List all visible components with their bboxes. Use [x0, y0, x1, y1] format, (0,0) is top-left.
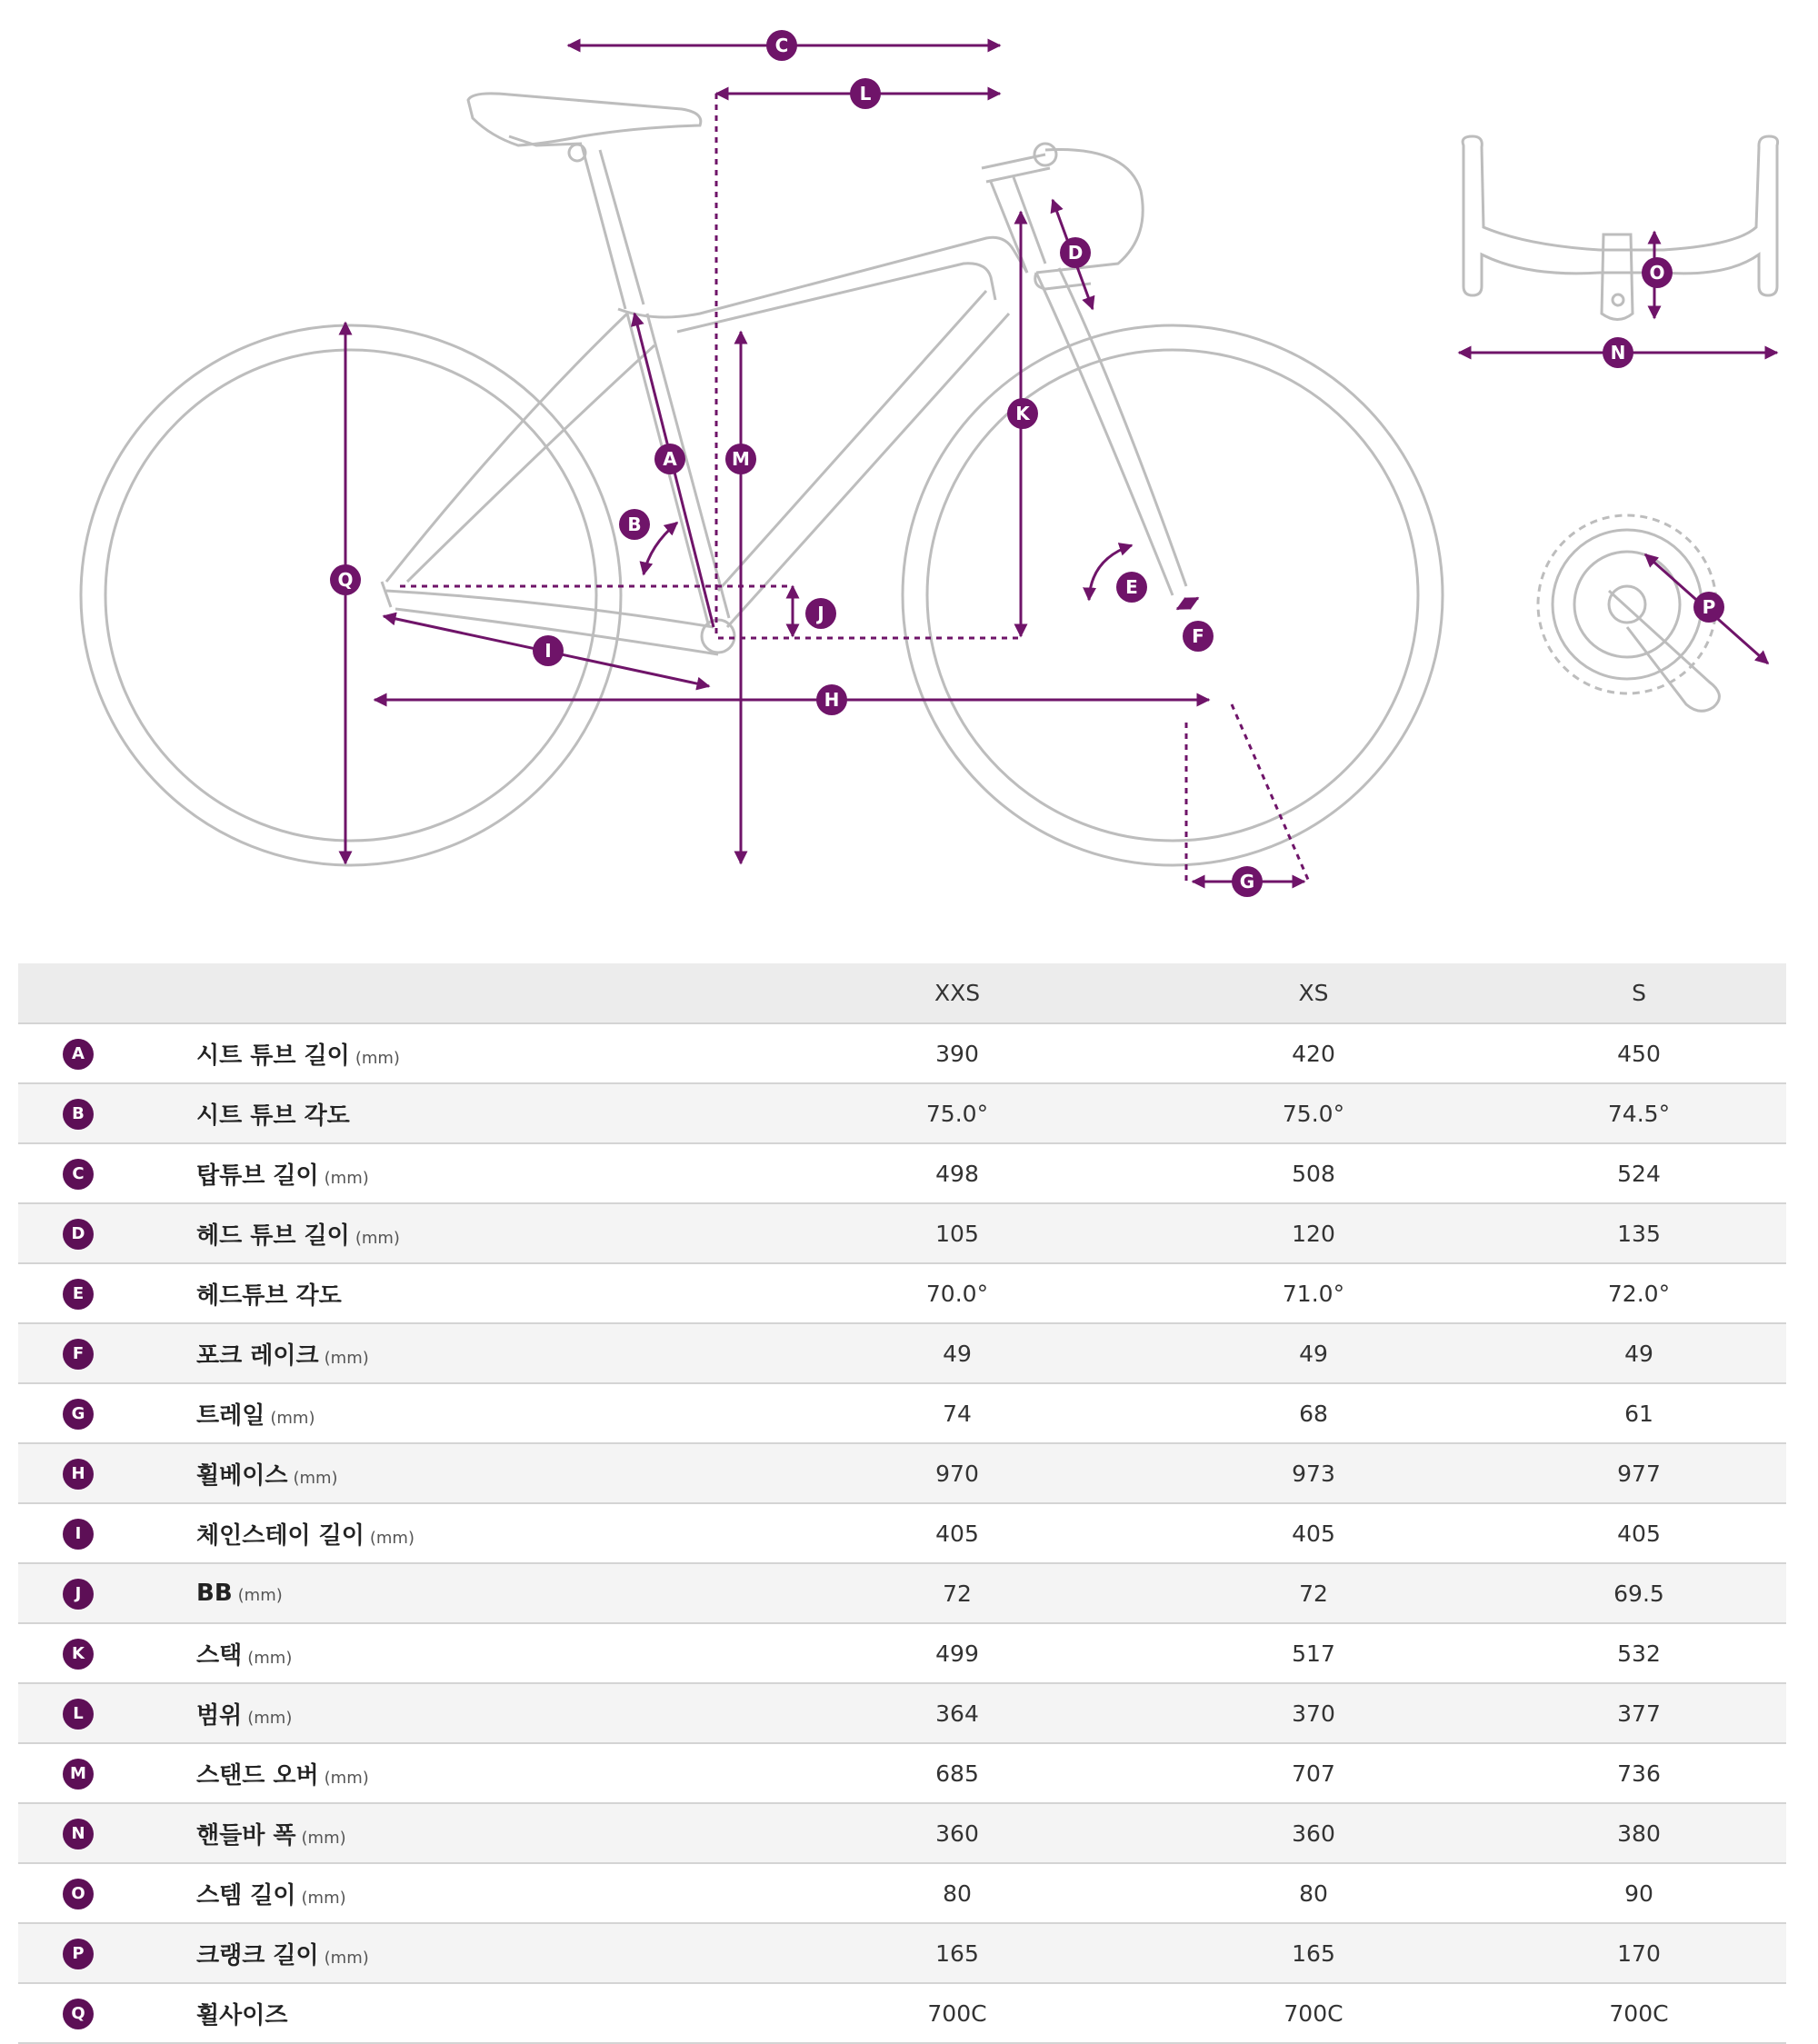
row-value: 49 — [1135, 1323, 1492, 1383]
table-row — [18, 1023, 1786, 1083]
row-value: 135 — [1492, 1203, 1786, 1263]
row-unit: (mm) — [324, 1948, 369, 1968]
row-value: 700C — [1492, 1983, 1786, 2043]
row-value: 370 — [1135, 1683, 1492, 1743]
row-value: 405 — [779, 1503, 1135, 1563]
row-badge-cell — [18, 1563, 138, 1623]
row-name: 포크 레이크 — [196, 1341, 319, 1370]
row-label-badge: I — [63, 1519, 94, 1550]
row-value: 685 — [779, 1743, 1135, 1803]
row-label-badge: N — [63, 1819, 94, 1850]
row-value: 70.0° — [779, 1263, 1135, 1323]
row-badge-cell — [18, 1923, 138, 1983]
badge-h-text: H — [824, 689, 840, 711]
rear-wheel-inner — [105, 350, 596, 841]
row-value: 970 — [779, 1443, 1135, 1503]
row-badge-cell — [18, 1323, 138, 1383]
badge-c — [766, 30, 797, 61]
row-label-badge: L — [63, 1699, 94, 1730]
row-value: 360 — [1135, 1803, 1492, 1863]
row-value: 74 — [779, 1383, 1135, 1443]
row-name: 휠베이스 — [196, 1461, 288, 1490]
row-name: 범위 — [196, 1701, 243, 1730]
top-tube — [618, 237, 1027, 317]
row-value: 49 — [779, 1323, 1135, 1383]
row-label-badge: M — [63, 1759, 94, 1790]
row-unit: (mm) — [301, 1888, 346, 1908]
row-label-badge: G — [63, 1399, 94, 1430]
row-value: 68 — [1135, 1383, 1492, 1443]
row-value: 75.0° — [1135, 1083, 1492, 1143]
row-name-cell — [138, 1023, 779, 1083]
row-value: 499 — [779, 1623, 1135, 1683]
table-row — [18, 1563, 1786, 1623]
badge-h — [816, 684, 847, 715]
row-name: 휠사이즈 — [196, 2001, 288, 2029]
table-row — [18, 1683, 1786, 1743]
row-badge-cell — [18, 1623, 138, 1683]
row-value: 364 — [779, 1683, 1135, 1743]
column-header: XXS — [779, 963, 1135, 1023]
row-name-cell — [138, 1203, 779, 1263]
row-value: 72 — [1135, 1563, 1492, 1623]
row-value: 170 — [1492, 1923, 1786, 1983]
table-row — [18, 1863, 1786, 1923]
row-value: 508 — [1135, 1143, 1492, 1203]
row-badge-cell — [18, 1203, 138, 1263]
row-value: 90 — [1492, 1863, 1786, 1923]
row-label-badge: P — [63, 1939, 94, 1969]
row-name: 트레일 — [196, 1401, 265, 1430]
row-value: 498 — [779, 1143, 1135, 1203]
badge-o — [1642, 257, 1673, 288]
badge-m-text: M — [732, 448, 750, 470]
badge-o-text: O — [1649, 262, 1665, 284]
row-label-badge: K — [63, 1639, 94, 1670]
row-value: 165 — [1135, 1923, 1492, 1983]
row-name: 스템 길이 — [196, 1881, 296, 1909]
row-badge-cell — [18, 1683, 138, 1743]
row-value: 517 — [1135, 1623, 1492, 1683]
row-badge-cell — [18, 1503, 138, 1563]
row-name: 탑튜브 길이 — [196, 1162, 319, 1190]
badge-f — [1183, 621, 1214, 652]
table-row — [18, 1143, 1786, 1203]
badge-e-text: E — [1125, 576, 1138, 598]
row-badge-cell — [18, 1983, 138, 2043]
row-label-badge: C — [63, 1159, 94, 1190]
badge-a — [654, 444, 685, 474]
table-row — [18, 1383, 1786, 1443]
row-unit: (mm) — [247, 1648, 293, 1668]
row-value: 71.0° — [1135, 1263, 1492, 1323]
row-name: 체인스테이 길이 — [196, 1521, 365, 1550]
row-value: 380 — [1492, 1803, 1786, 1863]
row-name-cell — [138, 1443, 779, 1503]
badge-g-text: G — [1239, 871, 1255, 892]
row-value: 80 — [1135, 1863, 1492, 1923]
row-value: 977 — [1492, 1443, 1786, 1503]
badge-k — [1007, 398, 1038, 429]
row-name: 핸들바 폭 — [196, 1821, 296, 1850]
badge-j-text: J — [817, 603, 824, 624]
row-value: 405 — [1492, 1503, 1786, 1563]
row-value: 49 — [1492, 1323, 1786, 1383]
row-name-cell — [138, 1263, 779, 1323]
table-row — [18, 1923, 1786, 1983]
table-row — [18, 1623, 1786, 1683]
row-badge-cell — [18, 1803, 138, 1863]
badge-g — [1232, 866, 1263, 897]
row-name-cell — [138, 1383, 779, 1443]
row-label-badge: J — [63, 1579, 94, 1610]
badge-m — [725, 444, 756, 474]
badge-q — [330, 564, 361, 595]
bike-outline — [81, 94, 1443, 865]
row-name: 헤드 튜브 길이 — [196, 1221, 350, 1250]
badge-l-text: L — [859, 83, 872, 105]
badge-b-text: B — [627, 513, 642, 535]
column-header: S — [1492, 963, 1786, 1023]
badge-p — [1693, 592, 1724, 623]
row-value: 405 — [1135, 1503, 1492, 1563]
row-value: 524 — [1492, 1143, 1786, 1203]
row-name-cell — [138, 1803, 779, 1863]
row-label-badge: A — [63, 1039, 94, 1070]
row-badge-cell — [18, 1023, 138, 1083]
row-value: 973 — [1135, 1443, 1492, 1503]
bike-geometry-diagram — [0, 0, 1818, 936]
row-name: 시트 튜브 각도 — [196, 1102, 350, 1130]
header-empty-name — [138, 963, 779, 1023]
row-badge-cell — [18, 1083, 138, 1143]
row-value: 80 — [779, 1863, 1135, 1923]
table-header-row — [18, 963, 1786, 1023]
badge-k-text: K — [1015, 403, 1030, 424]
row-name-cell — [138, 1503, 779, 1563]
row-name-cell — [138, 1863, 779, 1923]
down-tube — [718, 291, 1009, 627]
row-label-badge: O — [63, 1879, 94, 1909]
row-badge-cell — [18, 1863, 138, 1923]
row-name-cell — [138, 1683, 779, 1743]
row-value: 72 — [779, 1563, 1135, 1623]
row-label-badge: F — [63, 1339, 94, 1370]
row-value: 105 — [779, 1203, 1135, 1263]
row-value: 72.0° — [1492, 1263, 1786, 1323]
row-name: 시트 튜브 길이 — [196, 1042, 350, 1070]
row-name: 스택 — [196, 1641, 243, 1670]
bottom-bracket — [702, 620, 734, 653]
badge-i — [533, 635, 564, 666]
row-value: 707 — [1135, 1743, 1492, 1803]
saddle — [468, 94, 701, 145]
row-value: 61 — [1492, 1383, 1786, 1443]
row-label-badge: H — [63, 1459, 94, 1490]
rear-wheel-outer — [81, 325, 621, 865]
row-unit: (mm) — [237, 1586, 283, 1605]
badge-c-text: C — [774, 35, 789, 56]
row-label-badge: Q — [63, 1999, 94, 2029]
handlebar-top-view — [1463, 136, 1777, 320]
row-value: 390 — [779, 1023, 1135, 1083]
row-unit: (mm) — [355, 1048, 400, 1068]
badge-n — [1603, 337, 1633, 368]
row-value: 69.5 — [1492, 1563, 1786, 1623]
geometry-table — [18, 963, 1786, 2044]
row-badge-cell — [18, 1263, 138, 1323]
row-name-cell — [138, 1143, 779, 1203]
row-value: 532 — [1492, 1623, 1786, 1683]
row-unit: (mm) — [270, 1408, 315, 1428]
row-name: BB — [196, 1580, 233, 1607]
row-badge-cell — [18, 1143, 138, 1203]
row-badge-cell — [18, 1743, 138, 1803]
row-value: 420 — [1135, 1023, 1492, 1083]
badge-j — [805, 598, 836, 629]
table-body — [18, 1023, 1786, 2043]
badge-d-text: D — [1067, 242, 1084, 264]
table-row — [18, 1983, 1786, 2043]
row-value: 74.5° — [1492, 1083, 1786, 1143]
table-row — [18, 1323, 1786, 1383]
row-unit: (mm) — [247, 1708, 293, 1728]
row-name: 스탠드 오버 — [196, 1761, 319, 1790]
fork — [1036, 268, 1186, 595]
row-unit: (mm) — [301, 1828, 346, 1848]
badge-p-text: P — [1702, 596, 1716, 618]
row-name-cell — [138, 1083, 779, 1143]
badge-a-text: A — [663, 448, 677, 470]
row-unit: (mm) — [324, 1348, 369, 1368]
badge-l — [850, 78, 881, 109]
row-value: 700C — [1135, 1983, 1492, 2043]
stem — [982, 155, 1050, 182]
dimension-badges — [330, 30, 1724, 897]
row-name: 헤드튜브 각도 — [196, 1281, 342, 1310]
seatpost — [582, 145, 644, 309]
dimension-lines — [345, 45, 1777, 882]
row-value: 700C — [779, 1983, 1135, 2043]
row-unit: (mm) — [324, 1168, 369, 1188]
row-badge-cell — [18, 1383, 138, 1443]
badge-q-text: Q — [337, 569, 354, 591]
table-row — [18, 1443, 1786, 1503]
row-unit: (mm) — [293, 1468, 338, 1488]
row-value: 360 — [779, 1803, 1135, 1863]
row-name-cell — [138, 1983, 779, 2043]
badge-b — [619, 509, 650, 540]
row-label-badge: D — [63, 1219, 94, 1250]
row-name-cell — [138, 1623, 779, 1683]
badge-i-text: I — [544, 640, 552, 662]
row-value: 120 — [1135, 1203, 1492, 1263]
crankset — [1538, 515, 1719, 711]
table-row — [18, 1263, 1786, 1323]
table-row — [18, 1203, 1786, 1263]
column-header: XS — [1135, 963, 1492, 1023]
badge-f-text: F — [1192, 625, 1204, 647]
row-unit: (mm) — [324, 1768, 369, 1788]
table-row — [18, 1743, 1786, 1803]
row-name-cell — [138, 1323, 779, 1383]
row-value: 165 — [779, 1923, 1135, 1983]
badge-n-text: N — [1610, 342, 1626, 364]
row-badge-cell — [18, 1443, 138, 1503]
row-label-badge: B — [63, 1099, 94, 1130]
badge-e — [1116, 572, 1147, 603]
table-row — [18, 1803, 1786, 1863]
row-value: 75.0° — [779, 1083, 1135, 1143]
badge-d — [1060, 237, 1091, 268]
row-label-badge: E — [63, 1279, 94, 1310]
table-row — [18, 1503, 1786, 1563]
table-row — [18, 1083, 1786, 1143]
row-name-cell — [138, 1923, 779, 1983]
row-name-cell — [138, 1563, 779, 1623]
row-name-cell — [138, 1743, 779, 1803]
row-name: 크랭크 길이 — [196, 1941, 319, 1969]
row-value: 450 — [1492, 1023, 1786, 1083]
header-empty — [18, 963, 138, 1023]
row-unit: (mm) — [369, 1528, 415, 1548]
row-value: 736 — [1492, 1743, 1786, 1803]
row-value: 377 — [1492, 1683, 1786, 1743]
row-unit: (mm) — [355, 1228, 400, 1248]
